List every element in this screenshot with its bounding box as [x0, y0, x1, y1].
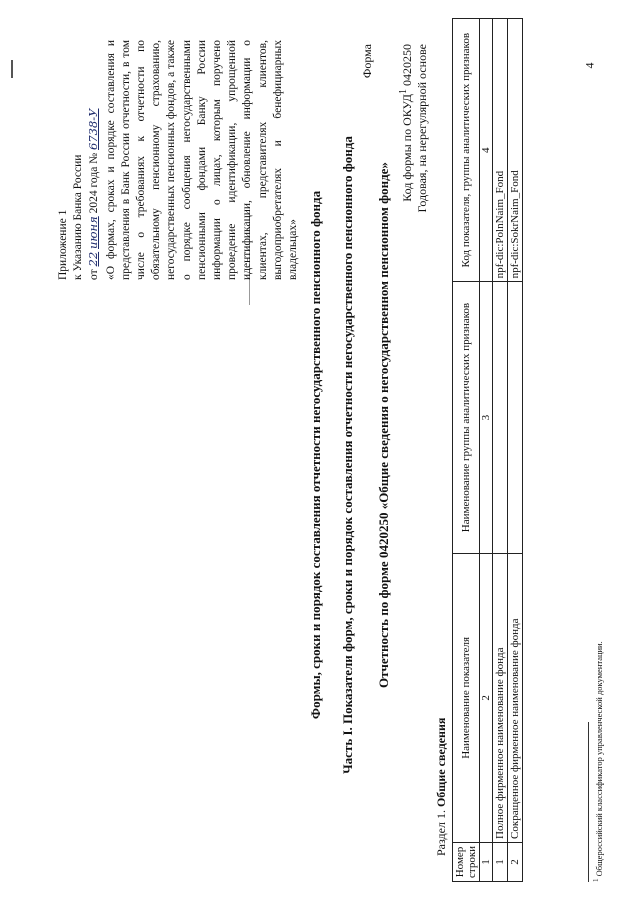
- okud-block: [398, 44, 430, 213]
- order-day: 22: [86, 251, 101, 267]
- appendix-heading: Приложение 1: [57, 209, 69, 280]
- column-number: 1: [480, 842, 493, 881]
- part-title: Часть I. Показатели форм, сроки и порядок составления отчетности негосударственного пенсионного фонда: [340, 136, 355, 774]
- row-number: 2: [508, 842, 523, 881]
- okud-prefix: Код формы по ОКУД: [400, 94, 414, 202]
- section-title: [434, 718, 449, 856]
- okud-code-line: [398, 44, 415, 213]
- order-year: 2024 года №: [88, 152, 101, 214]
- table-row: [493, 19, 508, 882]
- form-label: Форма: [360, 44, 374, 79]
- column-number: 2: [480, 553, 493, 842]
- document-page: [0, 20, 640, 890]
- order-line: [86, 40, 102, 280]
- order-prefix: от: [88, 269, 101, 280]
- column-number: 4: [480, 19, 493, 282]
- appendix-reference: к Указанию Банка России: [72, 154, 85, 280]
- okud-code: 0420250: [400, 44, 414, 89]
- header-indicator-name: Наименование показателя: [453, 553, 480, 842]
- document-title: Формы, сроки и порядок составления отчетности негосударственного пенсионного фонда: [308, 190, 323, 720]
- order-month: июня: [86, 216, 101, 249]
- indicator-code: npf-dic:PolnNaim_Fond: [493, 19, 508, 282]
- footnote-text: Общероссийский классификатор управленческой документации.: [593, 641, 604, 879]
- header-group-name: Наименование группы аналитических признаков: [453, 282, 480, 553]
- row-number: 1: [493, 842, 508, 881]
- table-column-numbers: [480, 19, 493, 882]
- appendix-block: [56, 40, 301, 280]
- periodicity: Годовая, на нерегулярной основе: [415, 44, 429, 213]
- header-code: Код показателя, группы аналитических признаков: [453, 19, 480, 282]
- table-header-row: [453, 19, 480, 882]
- form-title: Отчетность по форме 0420250 «Общие сведения о негосударственном пенсионном фонде»: [376, 162, 391, 688]
- header-row-number: Номер строки: [453, 842, 480, 881]
- page-number: 4: [582, 62, 597, 69]
- section-name: Общие сведения: [434, 717, 448, 808]
- section-prefix: Раздел 1.: [434, 810, 448, 856]
- footnote-divider: [588, 722, 589, 882]
- indicator-name: Сокращенное фирменное наименование фонда: [508, 553, 523, 842]
- appendix-body: «О формах, сроках и порядке составления и представления в Банк России отчетности, в том числе о требованиях к отчетности по обязательному пенсионному страхованию, негосударственных пенсионных фондов, а также о порядке сообщения негосударственными пенсионными фондами Банку России информации о лицах, которым поручено проведение идентификации, упрощенной идентификации, обновление информации о клиентах, представителях клиентов, выгодоприобретателях и бенефициарных владельцах»: [104, 40, 300, 280]
- footnote-mark: 1: [592, 878, 600, 882]
- table-row: [508, 19, 523, 882]
- group-name: [508, 282, 523, 553]
- indicators-table: [452, 18, 523, 882]
- indicator-name: Полное фирменное наименование фонда: [493, 553, 508, 842]
- group-name: [493, 282, 508, 553]
- okud-footnote-mark: 1: [398, 89, 409, 94]
- footnote: [592, 641, 604, 882]
- indicator-code: npf-dic:SokrNaim_Fond: [508, 19, 523, 282]
- order-number: 6738-У: [86, 108, 101, 150]
- column-number: 3: [480, 282, 493, 553]
